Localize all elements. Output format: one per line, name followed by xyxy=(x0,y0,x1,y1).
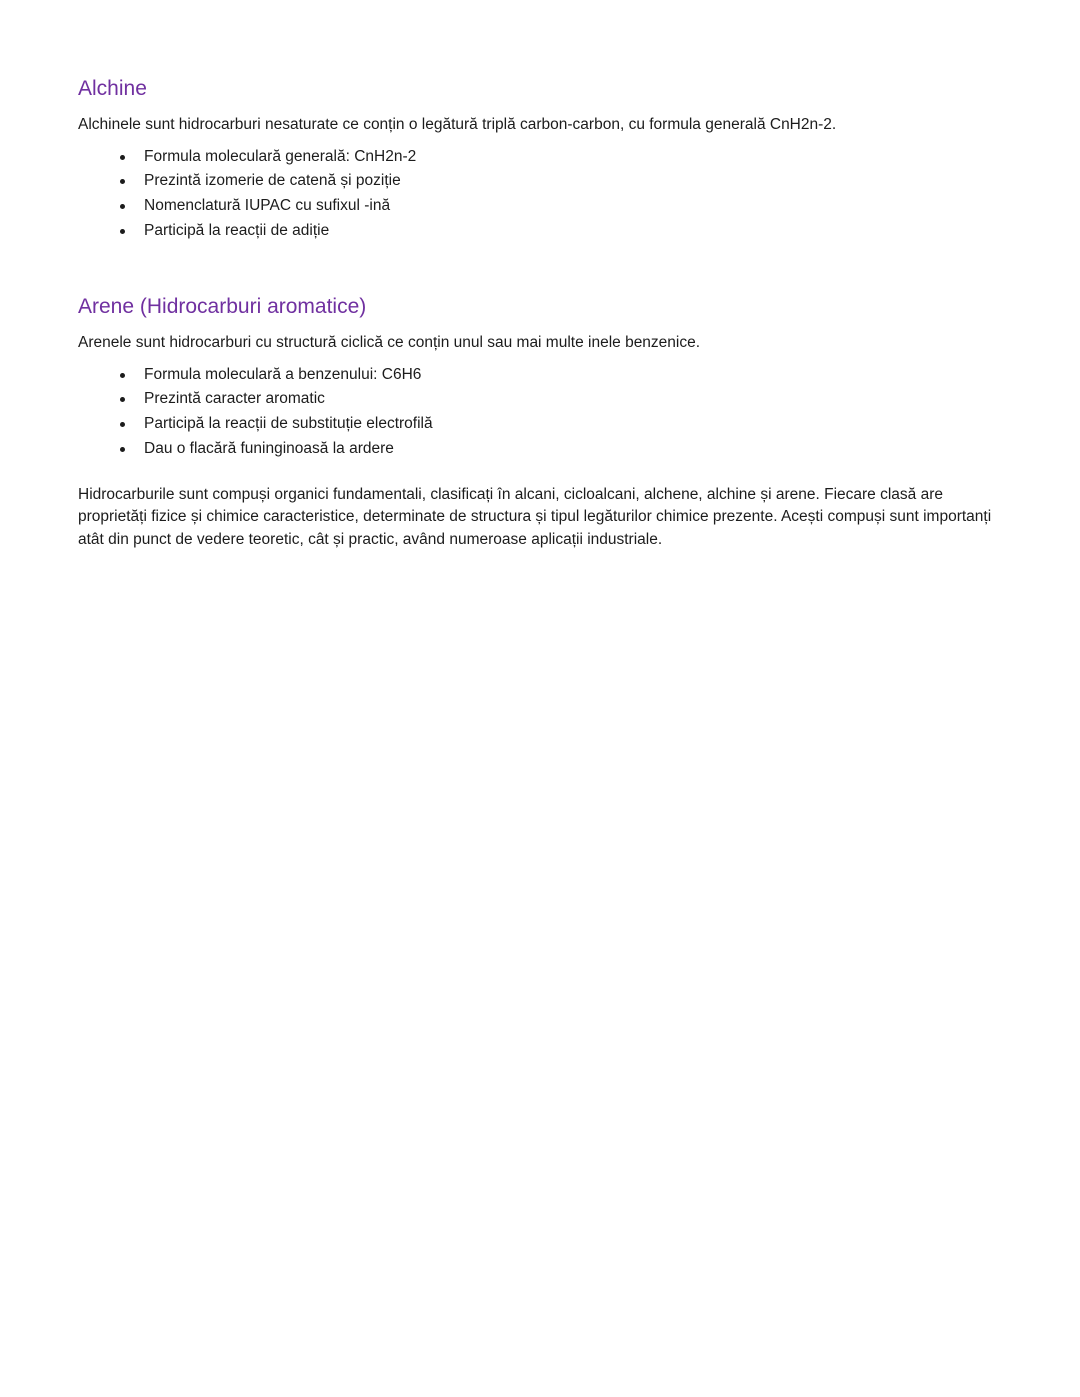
closing-paragraph: Hidrocarburile sunt compuși organici fundamentali, clasificați în alcani, cicloalcani, alchene, alchine și arene. Fiecare clasă are proprietăți fizice și chimice caracteristice, determinate de structura și tipul legăturilor chimice prezente. Acești compuși sunt importanți atât din punct de vedere teoretic, cât și practic, având numeroase aplicații industriale. xyxy=(78,485,992,548)
bullet-item: Prezintă caracter aromatic xyxy=(114,387,1002,412)
bullet-item: Participă la reacții de substituție electrofilă xyxy=(114,412,1002,437)
bullet-item: Participă la reacții de adiție xyxy=(114,219,1002,244)
section-arene-heading: Arene (Hidrocarburi aromatice) xyxy=(78,294,367,318)
bullet-item: Nomenclatură IUPAC cu sufixul -ină xyxy=(114,194,1002,219)
section-arene xyxy=(78,294,1002,462)
bullet-item: Formula moleculară a benzenului: C6H6 xyxy=(114,363,1002,388)
bullet-item: Dau o flacără funinginoasă la ardere xyxy=(114,437,1002,462)
section-alchine xyxy=(78,76,1002,244)
section-arene-intro: Arenele sunt hidrocarburi cu structură ciclică ce conțin unul sau mai multe inele benzenice. xyxy=(78,334,701,352)
section-alchine-intro: Alchinele sunt hidrocarburi nesaturate ce conțin o legătură triplă carbon-carbon, cu formula generală CnH2n-2. xyxy=(78,116,837,134)
section-alchine-bullet-list xyxy=(78,145,1002,244)
bullet-item: Formula moleculară generală: CnH2n-2 xyxy=(114,145,1002,170)
section-arene-bullet-list xyxy=(78,363,1002,462)
bullet-item: Prezintă izomerie de catenă și poziție xyxy=(114,169,1002,194)
section-alchine-heading: Alchine xyxy=(78,77,147,100)
